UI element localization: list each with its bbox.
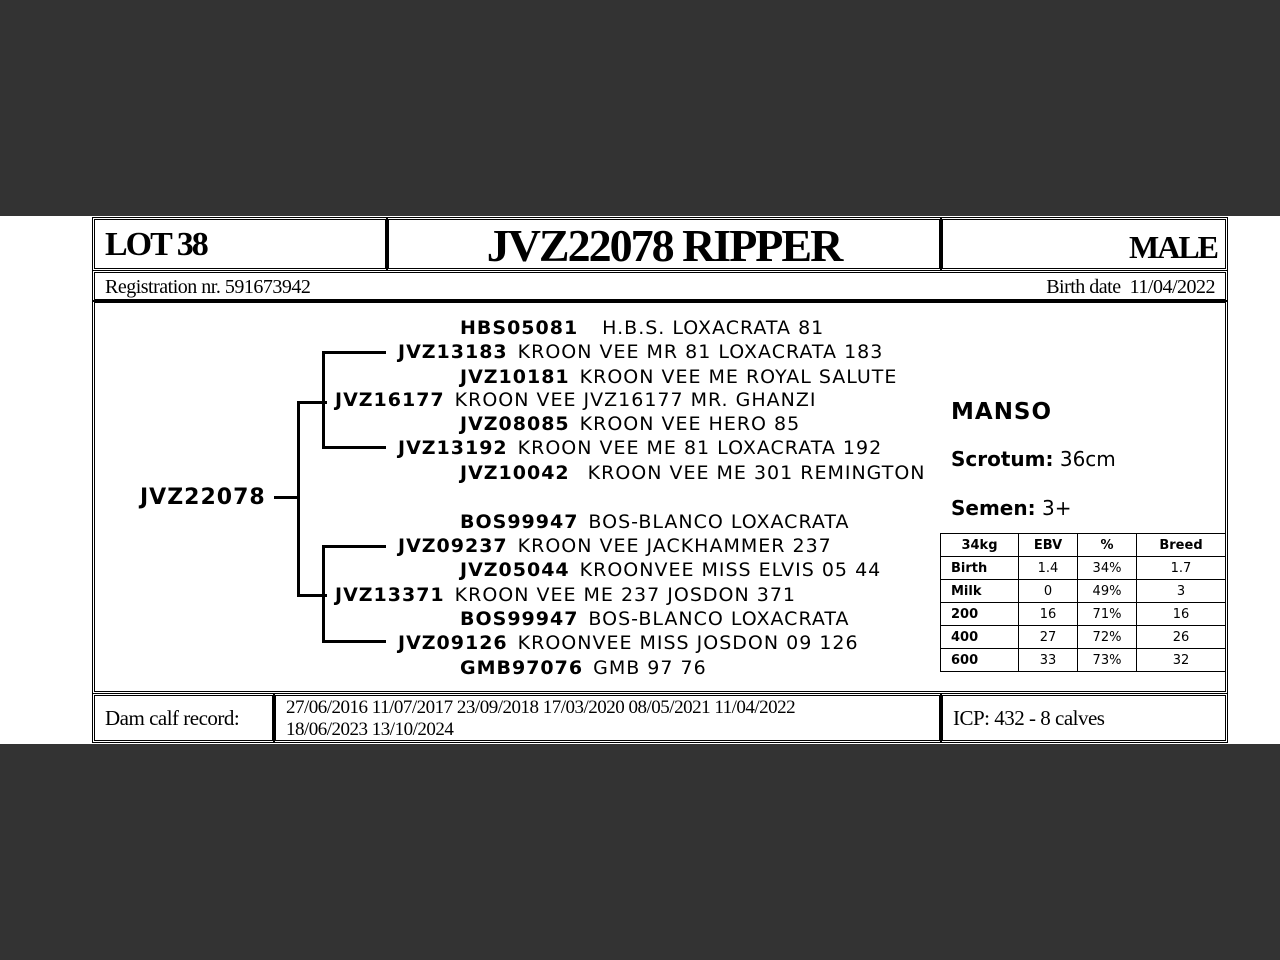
ebv-trait: Milk xyxy=(941,580,1019,603)
table-row xyxy=(941,580,1226,603)
pedigree-code: JVZ13183 xyxy=(398,341,508,363)
ebv-value: 27 xyxy=(1019,626,1078,649)
pedigree-code: HBS05081 xyxy=(460,317,579,339)
ebv-trait: 400 xyxy=(941,626,1019,649)
semen-value: 3+ xyxy=(1041,496,1072,520)
calf-record-box xyxy=(275,695,940,741)
sire-dam-connector xyxy=(322,446,386,449)
pedigree-code: GMB97076 xyxy=(460,657,584,679)
pedigree-name: KROON VEE JACKHAMMER 237 xyxy=(517,535,832,557)
lot-number: LOT 38 xyxy=(105,226,207,263)
pedigree-dam-sire-sire xyxy=(460,511,850,533)
ebv-percent: 71% xyxy=(1078,603,1137,626)
ebv-header-ebv: EBV xyxy=(1019,534,1078,557)
dam-sire-connector xyxy=(322,545,386,548)
pedigree-name: KROONVEE MISS ELVIS 05 44 xyxy=(579,559,882,581)
table-row xyxy=(941,649,1226,672)
sire-vertical-line xyxy=(322,351,325,449)
pedigree-name: KROON VEE ME 237 JOSDON 371 xyxy=(454,584,796,606)
dam-vertical-line xyxy=(322,545,325,643)
birth-date xyxy=(1046,275,1215,299)
pedigree-dam-dam xyxy=(398,632,859,654)
main-vertical-line xyxy=(297,401,300,597)
pedigree-dam-sire-dam xyxy=(460,559,881,581)
calf-dates-line1: 27/06/2016 11/07/2017 23/09/2018 17/03/2020 08/05/2021 11/04/2022 xyxy=(286,697,796,718)
ebv-trait: Birth xyxy=(941,557,1019,580)
pedigree-sire-sire xyxy=(398,341,883,363)
ebv-percent: 34% xyxy=(1078,557,1137,580)
semen xyxy=(951,497,1071,519)
ebv-header-percent: % xyxy=(1078,534,1137,557)
pedigree-dam-dam-dam xyxy=(460,657,707,679)
registration-number: 591673942 xyxy=(224,276,311,298)
birth-date-label: Birth date xyxy=(1046,276,1121,298)
pedigree-name: BOS-BLANCO LOXACRATA xyxy=(588,608,850,630)
registration xyxy=(105,275,310,299)
pedigree-dam-dam-sire xyxy=(460,608,850,630)
pedigree-code: BOS99947 xyxy=(460,511,579,533)
table-row xyxy=(941,626,1226,649)
pedigree-sire-dam-sire xyxy=(460,413,800,435)
ebv-value: 0 xyxy=(1019,580,1078,603)
pedigree-code: JVZ09126 xyxy=(398,632,508,654)
birth-date-value: 11/04/2022 xyxy=(1129,276,1215,298)
pedigree-name: KROON VEE HERO 85 xyxy=(579,413,801,435)
ebv-breed: 1.7 xyxy=(1137,557,1226,580)
pedigree-name: KROON VEE ME 301 REMINGTON xyxy=(587,462,926,484)
pedigree-name: KROON VEE ME ROYAL SALUTE xyxy=(579,366,898,388)
semen-label: Semen: xyxy=(951,496,1036,520)
pedigree-code: JVZ16177 xyxy=(335,389,445,411)
pedigree-dam-sire xyxy=(398,535,832,557)
pedigree-sire xyxy=(335,389,816,411)
ebv-breed: 26 xyxy=(1137,626,1226,649)
ebv-header-breed: Breed xyxy=(1137,534,1226,557)
pedigree-code: JVZ13371 xyxy=(335,584,445,606)
scrotum-label: Scrotum: xyxy=(951,447,1054,471)
ebv-table xyxy=(940,533,1226,672)
dam-dam-connector xyxy=(322,640,386,643)
sex-label: MALE xyxy=(1129,229,1217,265)
sex-box xyxy=(942,219,1226,269)
pedigree-name: KROON VEE ME 81 LOXACRATA 192 xyxy=(517,437,883,459)
pedigree-code: JVZ08085 xyxy=(460,413,570,435)
ebv-value: 33 xyxy=(1019,649,1078,672)
pedigree-subject: JVZ22078 xyxy=(140,485,266,510)
pedigree-sire-dam-dam xyxy=(460,462,926,484)
calf-dates-line2: 18/06/2023 13/10/2024 xyxy=(286,719,454,740)
pedigree-sire-sire-sire xyxy=(460,317,824,339)
pedigree-code: JVZ09237 xyxy=(398,535,508,557)
animal-title: JVZ22078 RIPPER xyxy=(486,220,842,271)
ebv-breed: 3 xyxy=(1137,580,1226,603)
pedigree-name: GMB 97 76 xyxy=(593,657,707,679)
scrotum-value: 36cm xyxy=(1059,447,1116,471)
pedigree-code: JVZ05044 xyxy=(460,559,570,581)
table-row xyxy=(941,603,1226,626)
table-row xyxy=(941,557,1226,580)
pedigree-code: BOS99947 xyxy=(460,608,579,630)
ebv-percent: 73% xyxy=(1078,649,1137,672)
registration-row xyxy=(94,272,1226,300)
ebv-value: 1.4 xyxy=(1019,557,1078,580)
pedigree-dam xyxy=(335,584,796,606)
pedigree-sire-sire-dam xyxy=(460,366,897,388)
pedigree-name: H.B.S. LOXACRATA 81 xyxy=(602,317,825,339)
pedigree-name: KROONVEE MISS JOSDON 09 126 xyxy=(517,632,859,654)
ebv-breed: 16 xyxy=(1137,603,1226,626)
ebv-breed: 32 xyxy=(1137,649,1226,672)
ebv-percent: 72% xyxy=(1078,626,1137,649)
animal-name: MANSO xyxy=(951,399,1053,425)
ebv-percent: 49% xyxy=(1078,580,1137,603)
pedigree-code: JVZ10042 xyxy=(460,462,570,484)
animal-title-box xyxy=(388,219,940,269)
lot-card xyxy=(0,216,1280,744)
pedigree-name: KROON VEE JVZ16177 MR. GHANZI xyxy=(454,389,817,411)
icp-box xyxy=(942,695,1226,741)
scrotum xyxy=(951,448,1116,470)
sire-sire-connector xyxy=(322,351,386,354)
pedigree-code: JVZ13192 xyxy=(398,437,508,459)
ebv-trait: 200 xyxy=(941,603,1019,626)
pedigree-sire-dam xyxy=(398,437,882,459)
dam-calf-label: Dam calf record: xyxy=(105,706,240,730)
pedigree-code: JVZ10181 xyxy=(460,366,570,388)
pedigree-name: BOS-BLANCO LOXACRATA xyxy=(588,511,850,533)
ebv-value: 16 xyxy=(1019,603,1078,626)
ebv-header-row xyxy=(941,534,1226,557)
dam-calf-label-box xyxy=(94,695,273,741)
ebv-trait: 600 xyxy=(941,649,1019,672)
icp-value: ICP: 432 - 8 calves xyxy=(953,706,1105,730)
lot-box xyxy=(94,219,386,269)
pedigree-name: KROON VEE MR 81 LOXACRATA 183 xyxy=(517,341,884,363)
ebv-header-weight: 34kg xyxy=(941,534,1019,557)
registration-label: Registration nr. xyxy=(105,276,221,298)
